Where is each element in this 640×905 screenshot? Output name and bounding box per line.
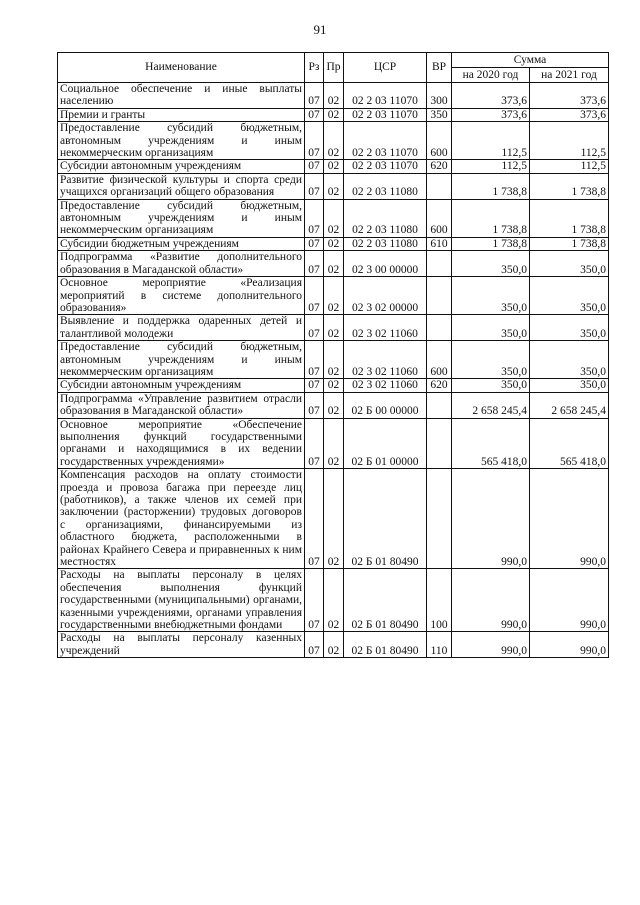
table-row bbox=[58, 251, 609, 277]
row-pr: 02 bbox=[324, 108, 344, 121]
row-name: Выявление и поддержка одаренных детей и талантливой молодежи bbox=[58, 315, 305, 341]
header-year-2020: на 2020 год bbox=[452, 68, 530, 83]
table-row bbox=[58, 237, 609, 250]
row-pr: 02 bbox=[324, 277, 344, 315]
row-vr: 620 bbox=[427, 379, 452, 392]
table-row bbox=[58, 277, 609, 315]
row-value-2021: 1 738,8 bbox=[530, 173, 609, 199]
row-name: Подпрограмма «Управление развитием отрасли образования в Магаданской области» bbox=[58, 392, 305, 418]
row-rz: 07 bbox=[305, 122, 324, 160]
row-vr bbox=[427, 277, 452, 315]
row-value-2020: 990,0 bbox=[452, 569, 530, 632]
row-csr: 02 2 03 11080 bbox=[344, 199, 427, 237]
row-value-2020: 350,0 bbox=[452, 315, 530, 341]
row-value-2021: 350,0 bbox=[530, 379, 609, 392]
row-pr: 02 bbox=[324, 83, 344, 109]
row-csr: 02 2 03 11070 bbox=[344, 108, 427, 121]
row-pr: 02 bbox=[324, 392, 344, 418]
row-csr: 02 3 02 00000 bbox=[344, 277, 427, 315]
row-vr: 350 bbox=[427, 108, 452, 121]
row-value-2020: 990,0 bbox=[452, 632, 530, 658]
row-value-2021: 2 658 245,4 bbox=[530, 392, 609, 418]
row-csr: 02 3 02 11060 bbox=[344, 379, 427, 392]
row-name: Расходы на выплаты персоналу казенных учреждений bbox=[58, 632, 305, 658]
row-name: Субсидии бюджетным учреждениям bbox=[58, 237, 305, 250]
row-vr bbox=[427, 315, 452, 341]
row-pr: 02 bbox=[324, 237, 344, 250]
table-row bbox=[58, 83, 609, 109]
table-body bbox=[58, 83, 609, 658]
row-pr: 02 bbox=[324, 160, 344, 173]
row-value-2020: 350,0 bbox=[452, 341, 530, 379]
row-value-2021: 350,0 bbox=[530, 341, 609, 379]
row-name: Подпрограмма «Развитие дополнительного образования в Магаданской области» bbox=[58, 251, 305, 277]
row-name: Субсидии автономным учреждениям bbox=[58, 160, 305, 173]
row-csr: 02 3 00 00000 bbox=[344, 251, 427, 277]
table-row bbox=[58, 315, 609, 341]
table-row bbox=[58, 418, 609, 469]
table-row bbox=[58, 122, 609, 160]
row-csr: 02 2 03 11080 bbox=[344, 237, 427, 250]
row-value-2020: 112,5 bbox=[452, 122, 530, 160]
row-value-2021: 1 738,8 bbox=[530, 237, 609, 250]
row-value-2021: 350,0 bbox=[530, 315, 609, 341]
table-row bbox=[58, 569, 609, 632]
row-vr bbox=[427, 392, 452, 418]
row-csr: 02 Б 01 80490 bbox=[344, 469, 427, 569]
row-csr: 02 2 03 11070 bbox=[344, 122, 427, 160]
row-value-2021: 990,0 bbox=[530, 569, 609, 632]
row-name: Премии и гранты bbox=[58, 108, 305, 121]
header-vr: ВР bbox=[427, 53, 452, 83]
table-row bbox=[58, 379, 609, 392]
page-number: 91 bbox=[313, 22, 327, 37]
row-pr: 02 bbox=[324, 418, 344, 469]
row-vr: 110 bbox=[427, 632, 452, 658]
row-rz: 07 bbox=[305, 379, 324, 392]
row-value-2021: 373,6 bbox=[530, 83, 609, 109]
row-rz: 07 bbox=[305, 199, 324, 237]
row-vr bbox=[427, 251, 452, 277]
row-vr: 100 bbox=[427, 569, 452, 632]
row-vr bbox=[427, 469, 452, 569]
table-row bbox=[58, 108, 609, 121]
row-vr: 610 bbox=[427, 237, 452, 250]
row-name: Основное мероприятие «Реализация мероприятий в системе дополнительного образования» bbox=[58, 277, 305, 315]
row-rz: 07 bbox=[305, 315, 324, 341]
row-value-2021: 373,6 bbox=[530, 108, 609, 121]
table-row bbox=[58, 632, 609, 658]
row-value-2021: 1 738,8 bbox=[530, 199, 609, 237]
row-vr bbox=[427, 418, 452, 469]
header-name: Наименование bbox=[58, 53, 305, 83]
row-csr: 02 2 03 11080 bbox=[344, 173, 427, 199]
row-rz: 07 bbox=[305, 569, 324, 632]
row-csr: 02 Б 01 80490 bbox=[344, 569, 427, 632]
row-value-2021: 350,0 bbox=[530, 251, 609, 277]
row-rz: 07 bbox=[305, 237, 324, 250]
row-csr: 02 3 02 11060 bbox=[344, 315, 427, 341]
row-rz: 07 bbox=[305, 392, 324, 418]
header-rz: Рз bbox=[305, 53, 324, 83]
row-rz: 07 bbox=[305, 277, 324, 315]
row-value-2020: 2 658 245,4 bbox=[452, 392, 530, 418]
row-value-2021: 565 418,0 bbox=[530, 418, 609, 469]
row-pr: 02 bbox=[324, 173, 344, 199]
row-value-2020: 350,0 bbox=[452, 277, 530, 315]
row-pr: 02 bbox=[324, 199, 344, 237]
row-pr: 02 bbox=[324, 569, 344, 632]
row-vr: 600 bbox=[427, 122, 452, 160]
row-csr: 02 Б 01 00000 bbox=[344, 418, 427, 469]
row-rz: 07 bbox=[305, 469, 324, 569]
row-rz: 07 bbox=[305, 251, 324, 277]
row-vr: 620 bbox=[427, 160, 452, 173]
header-sum: Сумма bbox=[452, 53, 609, 68]
row-vr: 300 bbox=[427, 83, 452, 109]
row-pr: 02 bbox=[324, 122, 344, 160]
row-rz: 07 bbox=[305, 83, 324, 109]
row-pr: 02 bbox=[324, 632, 344, 658]
row-vr: 600 bbox=[427, 199, 452, 237]
table-row bbox=[58, 199, 609, 237]
row-rz: 07 bbox=[305, 160, 324, 173]
row-value-2021: 350,0 bbox=[530, 277, 609, 315]
row-name: Компенсация расходов на оплату стоимости проезда и провоза багажа при переезде лиц (работников), а также членов их семей при заключении (расторжении) трудовых договоров с организациями, финансируемыми из областного бюджета, расположенными в районах Крайнего Севера и приравненных к ним местностях bbox=[58, 469, 305, 569]
row-value-2021: 990,0 bbox=[530, 469, 609, 569]
row-value-2020: 1 738,8 bbox=[452, 173, 530, 199]
table-row bbox=[58, 469, 609, 569]
row-name: Расходы на выплаты персоналу в целях обеспечения выполнения функций государственными (муниципальными) органами, казенными учреждениями, органами управления государственными внебюджетными фондами bbox=[58, 569, 305, 632]
budget-table bbox=[57, 52, 609, 658]
row-vr bbox=[427, 173, 452, 199]
row-value-2021: 112,5 bbox=[530, 160, 609, 173]
row-value-2020: 112,5 bbox=[452, 160, 530, 173]
row-value-2020: 1 738,8 bbox=[452, 237, 530, 250]
row-rz: 07 bbox=[305, 341, 324, 379]
row-pr: 02 bbox=[324, 469, 344, 569]
table-row bbox=[58, 160, 609, 173]
row-rz: 07 bbox=[305, 173, 324, 199]
table-row bbox=[58, 392, 609, 418]
row-pr: 02 bbox=[324, 379, 344, 392]
row-value-2021: 112,5 bbox=[530, 122, 609, 160]
row-value-2020: 990,0 bbox=[452, 469, 530, 569]
row-csr: 02 2 03 11070 bbox=[344, 83, 427, 109]
row-value-2020: 1 738,8 bbox=[452, 199, 530, 237]
header-year-2021: на 2021 год bbox=[530, 68, 609, 83]
row-csr: 02 Б 00 00000 bbox=[344, 392, 427, 418]
row-value-2020: 373,6 bbox=[452, 108, 530, 121]
row-csr: 02 Б 01 80490 bbox=[344, 632, 427, 658]
row-csr: 02 2 03 11070 bbox=[344, 160, 427, 173]
row-value-2020: 350,0 bbox=[452, 379, 530, 392]
row-value-2020: 373,6 bbox=[452, 83, 530, 109]
table-row bbox=[58, 173, 609, 199]
table-row bbox=[58, 341, 609, 379]
row-pr: 02 bbox=[324, 341, 344, 379]
row-name: Основное мероприятие «Обеспечение выполнения функций государственными органами и находящимися в их ведении государственных учреждениями» bbox=[58, 418, 305, 469]
row-name: Развитие физической культуры и спорта среди учащихся организаций общего образования bbox=[58, 173, 305, 199]
row-rz: 07 bbox=[305, 108, 324, 121]
row-pr: 02 bbox=[324, 251, 344, 277]
header-csr: ЦСР bbox=[344, 53, 427, 83]
row-name: Предоставление субсидий бюджетным, автономным учреждениям и иным некоммерческим организациям bbox=[58, 122, 305, 160]
row-value-2020: 350,0 bbox=[452, 251, 530, 277]
row-value-2020: 565 418,0 bbox=[452, 418, 530, 469]
row-name: Предоставление субсидий бюджетным, автономным учреждениям и иным некоммерческим организациям bbox=[58, 199, 305, 237]
row-value-2021: 990,0 bbox=[530, 632, 609, 658]
row-name: Социальное обеспечение и иные выплаты населению bbox=[58, 83, 305, 109]
row-name: Субсидии автономным учреждениям bbox=[58, 379, 305, 392]
header-pr: Пр bbox=[324, 53, 344, 83]
row-name: Предоставление субсидий бюджетным, автономным учреждениям и иным некоммерческим организациям bbox=[58, 341, 305, 379]
row-vr: 600 bbox=[427, 341, 452, 379]
row-rz: 07 bbox=[305, 418, 324, 469]
row-csr: 02 3 02 11060 bbox=[344, 341, 427, 379]
row-rz: 07 bbox=[305, 632, 324, 658]
row-pr: 02 bbox=[324, 315, 344, 341]
